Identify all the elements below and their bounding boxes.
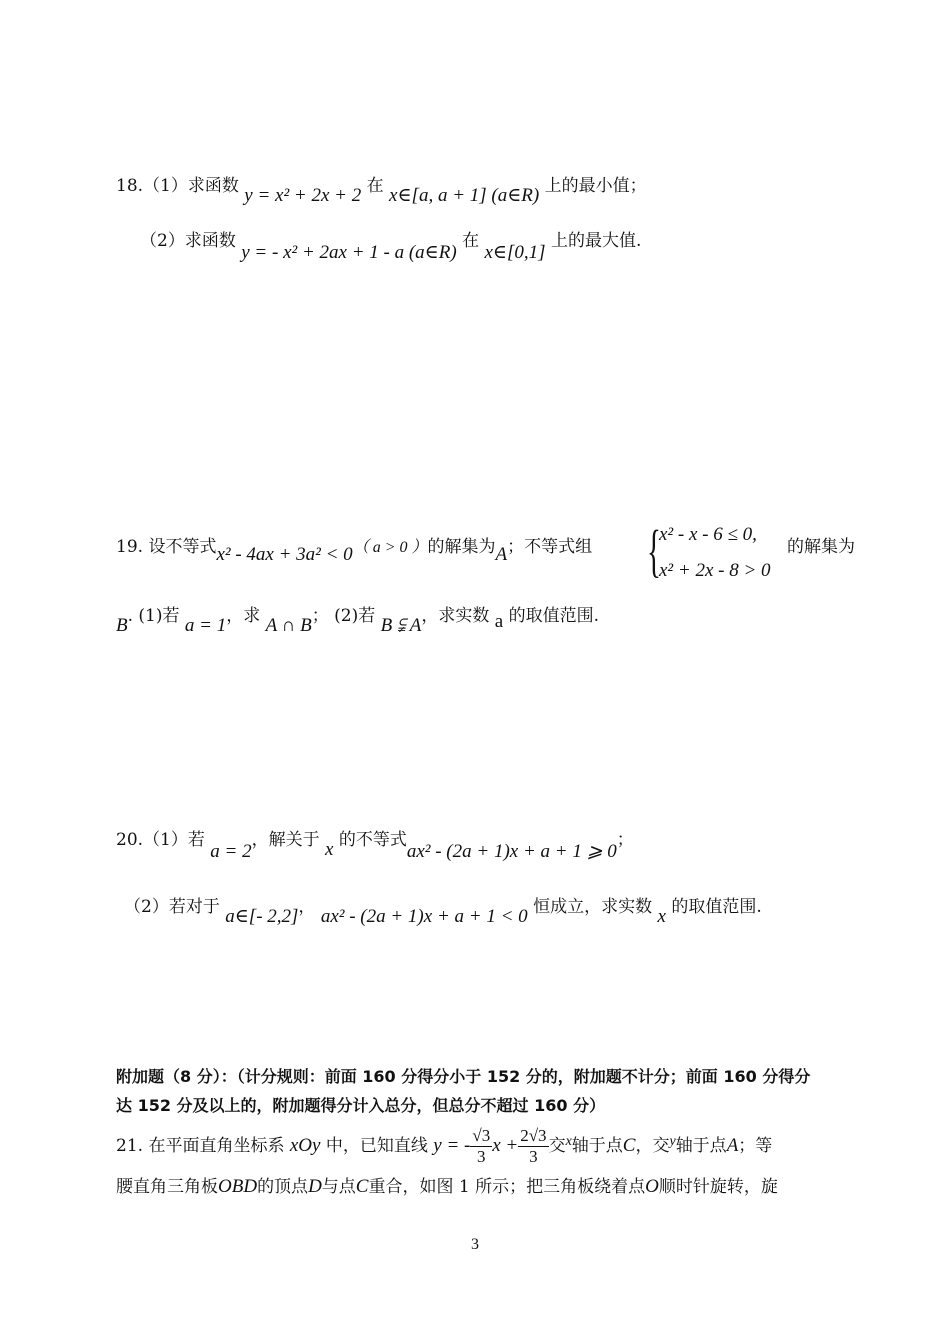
q18-line-2 — [140, 230, 642, 263]
q18-line-1 — [116, 175, 647, 206]
point-c: C — [622, 1135, 636, 1156]
q21-text: ；等 — [738, 1136, 773, 1156]
q21-text: 中，已知直线 — [325, 1136, 428, 1156]
q19-condition-a: a = 1 — [184, 615, 227, 636]
q18-text: 在 — [366, 176, 384, 196]
q18-domain-2: x∈[0,1] — [484, 242, 546, 263]
q18-text: 上的最大值. — [550, 231, 642, 251]
point-d: D — [308, 1176, 322, 1197]
x-axis-var: x — [565, 1134, 572, 1149]
q21-line-2 — [116, 1176, 778, 1198]
fraction-2: $\frac{2√3}{3}$ — [520, 1126, 547, 1166]
q18-function-1: y = x² + 2x + 2 — [244, 185, 362, 206]
q19-condition: （ a > 0 ） — [352, 539, 428, 556]
q19-line-1-end: 的解集为 — [787, 537, 855, 557]
q20-inequality-2: ax² - (2a + 1)x + a + 1 < 0 — [320, 906, 528, 927]
point-o: O — [645, 1176, 659, 1197]
set-b: B — [116, 615, 128, 636]
coordinate-system: xOy — [289, 1135, 321, 1156]
q21-text: 交 — [548, 1136, 566, 1156]
q20-line-1 — [116, 829, 634, 862]
q19-line-2 — [116, 605, 600, 636]
q19-label: 19. 设不等式 — [116, 537, 217, 557]
q20-sub-label: （2）若对于 — [124, 897, 220, 917]
q19-text: ，求实数 — [421, 606, 490, 626]
q21-text: 顺时针旋转，旋 — [658, 1177, 778, 1197]
page-number: 3 — [471, 1236, 479, 1253]
bonus-heading-line-2: 达 152 分及以上的，附加题得分计入总分，但总分不超过 160 分） — [116, 1096, 606, 1115]
triangle-obd: OBD — [218, 1176, 258, 1197]
q19-subset-relation: B ⫋ A — [380, 615, 422, 636]
q20-text: ，解关于 — [251, 830, 320, 850]
q20-inequality-1: ax² - (2a + 1)x + a + 1 ⩾ 0 — [406, 841, 617, 862]
q20-text: 的不等式 — [338, 830, 407, 850]
q19-system-brace: { — [647, 518, 661, 583]
q19-inequality: x² - 4ax + 3a² < 0 — [216, 544, 353, 565]
q18-sub-label: （2）求函数 — [140, 231, 236, 251]
q21-text: 轴于点 — [675, 1136, 727, 1156]
q20-text: ； — [616, 830, 634, 850]
y-axis-var: y — [669, 1134, 676, 1149]
q19-line-1 — [116, 536, 593, 565]
q20-line-2 — [124, 896, 762, 927]
q18-function-2: y = - x² + 2ax + 1 - a (a∈R) — [241, 242, 457, 263]
q19-part-2: ； (2)若 — [311, 606, 376, 626]
q19-text: 的解集为 — [427, 537, 496, 557]
q20-variable: x — [657, 906, 666, 927]
q18-text: 上的最小值； — [544, 176, 647, 196]
q21-text: 轴于点 — [571, 1136, 623, 1156]
q19-text: ，求 — [226, 606, 261, 626]
q18-label: 18.（1）求函数 — [116, 176, 239, 196]
q19-text: 的取值范围. — [508, 606, 600, 626]
q21-text: ，交 — [635, 1136, 670, 1156]
fraction-1: $\frac{√3}{3}$ — [472, 1126, 491, 1166]
point-c: C — [355, 1176, 369, 1197]
q19-intersection: A ∩ B — [265, 615, 312, 636]
q21-text: 与点 — [321, 1177, 356, 1197]
q21-text: 重合，如图 1 所示；把三角板绕着点 — [368, 1177, 646, 1197]
set-a: A — [495, 544, 508, 565]
q20-text: 恒成立，求实数 — [533, 897, 653, 917]
line-equation-lhs: y = - — [433, 1135, 471, 1156]
q19-system-line-1: x² - x - 6 ≤ 0, — [659, 524, 757, 545]
point-a: A — [726, 1135, 739, 1156]
q20-domain: a∈[- 2,2] — [225, 906, 299, 927]
bonus-heading-line-1: 附加题（8 分）：（计分规则：前面 160 分得分小于 152 分的，附加题不计分；前面 160 分得分 — [116, 1067, 811, 1086]
q20-variable: x — [325, 839, 334, 860]
q20-text: 的取值范围. — [671, 897, 762, 917]
q19-text: ；不等式组 — [507, 537, 593, 557]
q21-text: 的顶点 — [257, 1177, 309, 1197]
q21-label: 21. 在平面直角坐标系 — [116, 1136, 285, 1156]
q20-condition: a = 2 — [210, 841, 252, 862]
q18-text: 在 — [462, 231, 480, 251]
q19-system-line-2: x² + 2x - 8 > 0 — [659, 560, 771, 581]
q18-domain-1: x∈[a, a + 1] (a∈R) — [389, 185, 540, 206]
q20-label: 20.（1）若 — [116, 830, 205, 850]
q20-text: ， — [298, 897, 316, 917]
q21-text: 腰直角三角板 — [116, 1177, 218, 1197]
q19-variable: a — [494, 611, 504, 632]
q21-line-1 — [116, 1124, 772, 1170]
line-equation-mid: x + — [492, 1135, 519, 1156]
q19-part-1: . (1)若 — [127, 606, 180, 626]
